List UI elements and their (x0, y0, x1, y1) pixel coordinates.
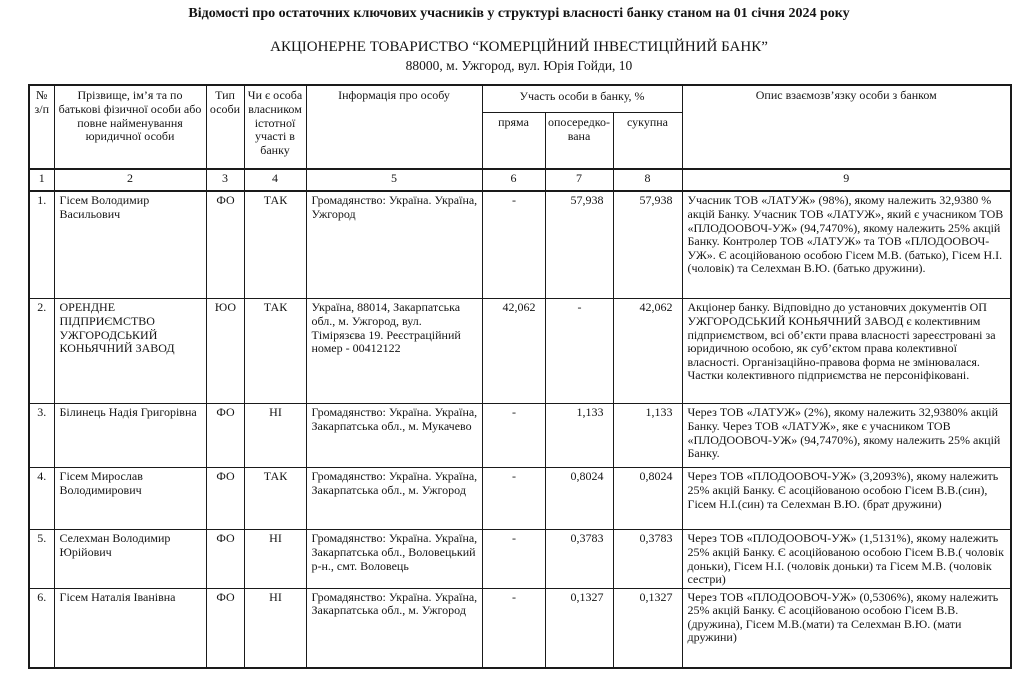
col-header-info: Інформація про особу (306, 85, 482, 169)
cell-info: Громадянство: Україна. Україна, Закарпатська обл., м. Ужгород (306, 468, 482, 530)
col-header-indirect: опосередко-вана (545, 113, 613, 170)
cell-direct: 42,062 (482, 299, 545, 404)
cell-owner: ТАК (244, 468, 306, 530)
cell-direct: - (482, 468, 545, 530)
column-number: 5 (306, 169, 482, 191)
column-number: 3 (206, 169, 244, 191)
cell-owner: ТАК (244, 299, 306, 404)
page-title: Відомості про остаточних ключових учасників у структурі власності банку станом на 01 січня 2024 року (188, 6, 850, 21)
column-number-row (29, 169, 1011, 191)
cell-no: 4. (29, 468, 54, 530)
column-number: 6 (482, 169, 545, 191)
cell-type: ФО (206, 588, 244, 668)
cell-type: ФО (206, 530, 244, 588)
cell-direct: - (482, 530, 545, 588)
column-number: 4 (244, 169, 306, 191)
cell-direct: - (482, 191, 545, 299)
cell-indirect: - (545, 299, 613, 404)
column-number: 9 (682, 169, 1011, 191)
bank-address: 88000, м. Ужгород, вул. Юрія Гойди, 10 (405, 57, 633, 73)
cell-name: Гісем Мирослав Володимирович (54, 468, 206, 530)
bank-name: АКЦІОНЕРНЕ ТОВАРИСТВО “КОМЕРЦІЙНИЙ ІНВЕСТИЦІЙНИЙ БАНК” (270, 39, 768, 56)
cell-name: Білинець Надія Григорівна (54, 404, 206, 468)
table-row (29, 299, 1011, 404)
cell-indirect: 0,8024 (545, 468, 613, 530)
cell-info: Громадянство: Україна. Україна, Закарпатська обл., Воловецький р-н., смт. Воловець (306, 530, 482, 588)
col-header-no: № з/п (29, 85, 54, 169)
cell-indirect: 1,133 (545, 404, 613, 468)
column-number: 8 (613, 169, 682, 191)
cell-info: Громадянство: Україна. Україна, Ужгород (306, 191, 482, 299)
cell-description: Через ТОВ «ПЛОДООВОЧ-УЖ» (3,2093%), якому належить 25% акцій Банку. Є асоційованою особою Гісем В.В.(син), Гісем Н.І.(син) та Селехман В.Ю. (брат дружини) (682, 468, 1011, 530)
cell-description: Через ТОВ «ПЛОДООВОЧ-УЖ» (1,5131%), якому належить 25% акцій Банку. Є асоційованою особою Гісем В.В.( чоловік доньки), Гісем Н.І. (чоловік доньки) та Гісем М.В. (чоловік сестри) (682, 530, 1011, 588)
table-row (29, 404, 1011, 468)
cell-info: Україна, 88014, Закарпатська обл., м. Ужгород, вул. Тімірязєва 19. Реєстраційний номер - 00412122 (306, 299, 482, 404)
cell-owner: ТАК (244, 191, 306, 299)
cell-type: ЮО (206, 299, 244, 404)
cell-description: Акціонер банку. Відповідно до установчих документів ОП УЖГОРОДСЬКИЙ КОНЬЯЧНИЙ ЗАВОД є колективним підприємством, всі об’єкти права власності зареєстровані за юридичною особою, як суб’єктом права колективної власності. Організаційно-правова форма не змінювалася. Частки колективного підприємства не персоніфіковані. (682, 299, 1011, 404)
col-header-owner: Чи є особа власником істотної участі в банку (244, 85, 306, 169)
cell-description: Учасник ТОВ «ЛАТУЖ» (98%), якому належить 32,9380 % акцій Банку. Учасник ТОВ «ЛАТУЖ», який є учасником ТОВ «ПЛОДООВОЧ-УЖ» (94,7470%), якому належить 25% акцій Банку. Контролер ТОВ «ЛАТУЖ» та ТОВ «ПЛОДООВОЧ-УЖ». Є асоційованою особою Гісем М.В. (батько), Гісем Н.І. (чоловік) та Селехман В.Ю. (батько дружини). (682, 191, 1011, 299)
cell-description: Через ТОВ «ПЛОДООВОЧ-УЖ» (0,5306%), якому належить 25% акцій Банку. Є асоційованою особою Гісем В.В. (дружина), Гісем М.В.(мати) та Селехман В.Ю. (мати дружини) (682, 588, 1011, 668)
cell-total: 1,133 (613, 404, 682, 468)
cell-name: ОРЕНДНЕ ПІДПРИЄМСТВО УЖГОРОДСЬКИЙ КОНЬЯЧНИЙ ЗАВОД (54, 299, 206, 404)
cell-name: Селехман Володимир Юрійович (54, 530, 206, 588)
col-header-name: Прізвище, ім’я та по батькові фізичної особи або повне найменування юридичної особи (54, 85, 206, 169)
cell-total: 0,1327 (613, 588, 682, 668)
cell-direct: - (482, 588, 545, 668)
cell-no: 2. (29, 299, 54, 404)
cell-type: ФО (206, 404, 244, 468)
cell-info: Громадянство: Україна. Україна, Закарпатська обл., м. Мукачево (306, 404, 482, 468)
cell-total: 0,8024 (613, 468, 682, 530)
cell-indirect: 0,3783 (545, 530, 613, 588)
cell-no: 3. (29, 404, 54, 468)
cell-description: Через ТОВ «ЛАТУЖ» (2%), якому належить 32,9380% акцій Банку. Через ТОВ «ЛАТУЖ», яке є учасником ТОВ «ПЛОДООВОЧ-УЖ» (94,7470%), якому належить 25% акцій Банку. (682, 404, 1011, 468)
cell-no: 6. (29, 588, 54, 668)
cell-indirect: 0,1327 (545, 588, 613, 668)
cell-no: 5. (29, 530, 54, 588)
cell-owner: НІ (244, 530, 306, 588)
table-row (29, 530, 1011, 588)
cell-no: 1. (29, 191, 54, 299)
cell-direct: - (482, 404, 545, 468)
col-header-total: сукупна (613, 113, 682, 170)
column-number: 2 (54, 169, 206, 191)
cell-total: 57,938 (613, 191, 682, 299)
table-row (29, 588, 1011, 668)
table-row (29, 191, 1011, 299)
ownership-table (28, 84, 1012, 668)
cell-total: 42,062 (613, 299, 682, 404)
column-number: 7 (545, 169, 613, 191)
col-header-description: Опис взаємозв’язку особи з банком (682, 85, 1011, 169)
table-row (29, 468, 1011, 530)
cell-type: ФО (206, 191, 244, 299)
cell-indirect: 57,938 (545, 191, 613, 299)
col-header-participation-group: Участь особи в банку, % (482, 85, 682, 113)
cell-owner: НІ (244, 588, 306, 668)
column-number: 1 (29, 169, 54, 191)
cell-name: Гісем Наталія Іванівна (54, 588, 206, 668)
cell-name: Гісем Володимир Васильович (54, 191, 206, 299)
header-row (29, 85, 1011, 113)
cell-type: ФО (206, 468, 244, 530)
col-header-type: Тип особи (206, 85, 244, 169)
cell-info: Громадянство: Україна. Україна, Закарпатська обл., м. Ужгород (306, 588, 482, 668)
col-header-direct: пряма (482, 113, 545, 170)
cell-total: 0,3783 (613, 530, 682, 588)
cell-owner: НІ (244, 404, 306, 468)
